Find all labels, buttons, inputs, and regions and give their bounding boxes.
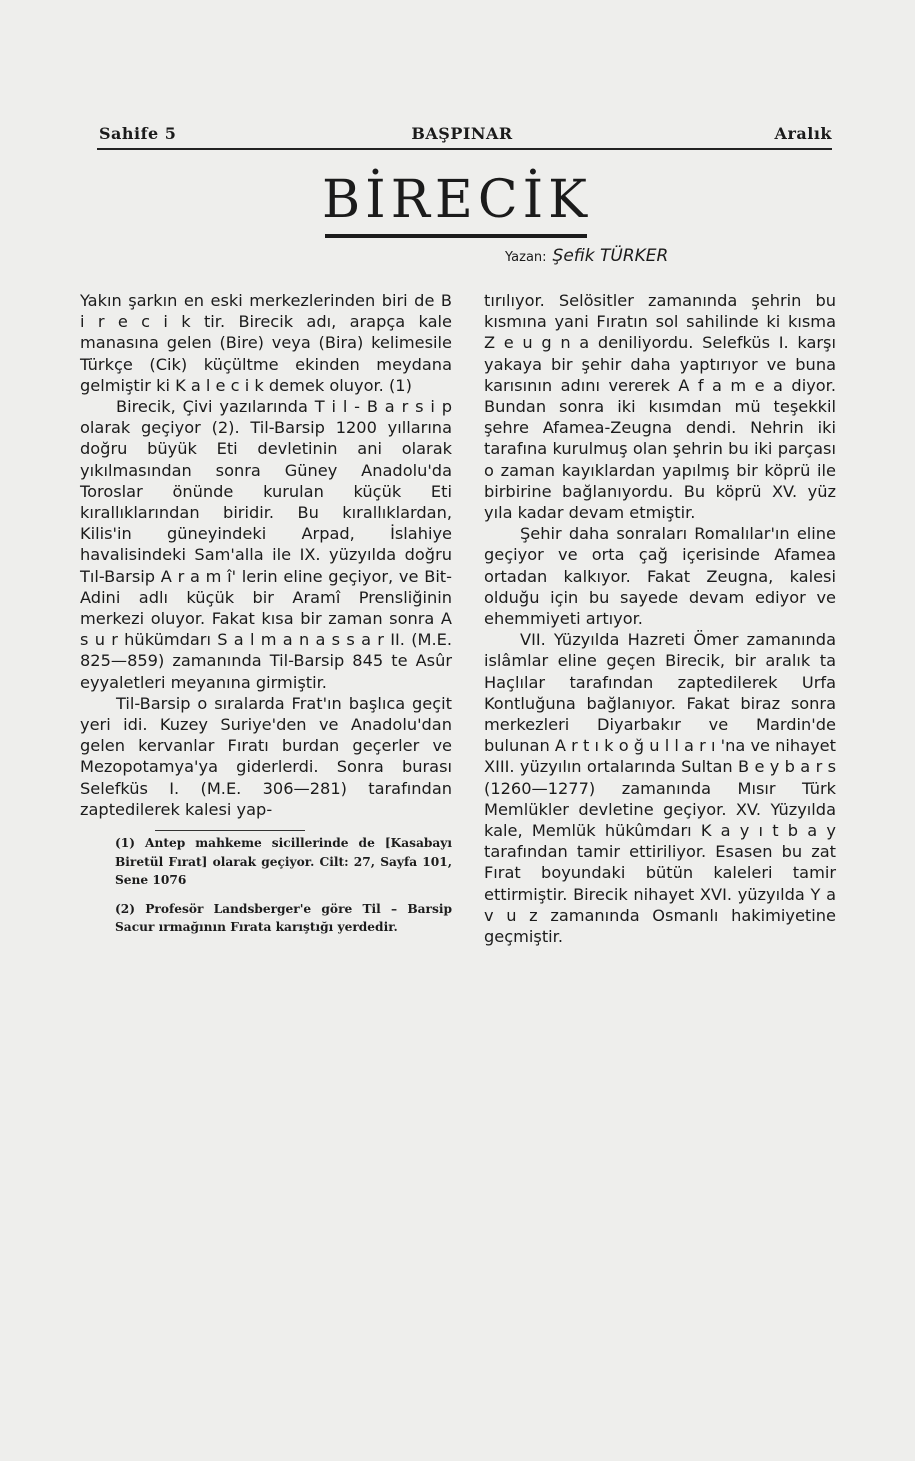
- footnote: (2) Profesör Landsberger'e göre Til – Barsip Sacur ırmağının Fırata karıştığı yerdedir.: [115, 901, 452, 935]
- paragraph: Yakın şarkın en eski merkezlerinden biri de B i r e c i k tir. Birecik adı, arapça kale manasına gelen (Bire) veya (Bira) kelimesile Türkçe (Cik) küçültme ekinden meydana gelmiştir ki K a l e c i k demek oluyor. (1): [80, 291, 452, 395]
- article-title: BİRECİK: [321, 170, 593, 230]
- page-header: [97, 124, 832, 150]
- left-column: [80, 290, 452, 947]
- paragraph: Birecik, Çivi yazılarında T i l - B a r s i p olarak geçiyor (2). Til-Barsip 1200 yıllarına doğru büyük Eti devletinin ani olarak yıkılmasından sonra Güney Anadolu'da Toroslar önünde kurulan küçük Eti kırallıklarından biridir. Bu kırallıklardan, Kilis'in güneyindeki Arpad, İslahiye havalisindeki Sam'alla ile IX. yüzyılda doğru Tıl-Barsip A r a m î' lerin eline geçiyor, ve Bit-Adini adlı küçük bir Aramî Prensliğinin merkezi oluyor. Fakat kısa bir zaman sonra A s u r hükümdarı S a l m a n a s s a r II. (M.E. 825—859) zamanında Til-Barsip 845 te Asûr eyyaletleri meyanına girmiştir.: [80, 397, 452, 692]
- paragraph: Til-Barsip o sıralarda Frat'ın başlıca geçit yeri idi. Kuzey Suriye'den ve Anadolu'dan gelen kervanlar Fıratı burdan geçerler ve Mezopotamya'ya giderlerdi. Sonra burası Selefküs I. (M.E. 306—281) tarafından zaptedilerek kalesi yap-: [80, 693, 452, 819]
- footnote: (1) Antep mahkeme sicillerinde de [Kasabayı Biretül Fırat] olarak geçiyor. Cilt: 27, Sayfa 101, Sene 1076: [115, 836, 452, 888]
- publication-name: BAŞPINAR: [411, 124, 513, 143]
- byline: [505, 245, 668, 269]
- byline-prefix: Yazan:: [505, 250, 547, 265]
- issue-month: Aralık: [774, 124, 832, 143]
- paragraph: VII. Yüzyılda Hazreti Ömer zamanında islâmlar eline geçen Birecik, bir aralık ta Haçlılar tarafından zaptedilerek Urfa Kontluğuna bağlanıyor. Fakat biraz sonra merkezleri Diyarbakır ve Mardin'de bulunan A r t ı k o ğ u l l a r ı 'na ve nihayet XIII. yüzyılın ortalarında Sultan B e y b a r s (1260—1277) zamanında Mısır Türk Memlükler devletine geçiyor. XV. Yüzyılda kale, Memlük hükûmdarı K a y ı t b a y tarafından tamir ettiriliyor. Esasen bu zat Fırat boyundaki bütün kaleleri tamir ettirmiştir. Birecik nihayet XVI. yüzyılda Y a v u z zamanında Osmanlı hakimiyetine geçmiştir.: [484, 630, 836, 947]
- footnotes: [80, 830, 452, 937]
- footnote-divider: [155, 830, 305, 831]
- right-column: [484, 290, 836, 947]
- page-number: Sahife 5: [99, 124, 177, 143]
- title-underline: [325, 234, 587, 238]
- paragraph: Şehir daha sonraları Romalılar'ın eline geçiyor ve orta çağ içerisinde Afamea ortadan kalkıyor. Fakat Zeugna, kalesi olduğu için bu sayede devam ediyor ve ehemmiyeti artıyor.: [484, 524, 836, 629]
- paragraph: tırılıyor. Selösitler zamanında şehrin bu kısmına yani Fıratın sol sahilinde ki kısma Z e u g n a deniliyordu. Selefküs I. karşı yakaya bir şehir daha yaptırıyor ve buna karısının adını vererek A f a m e a diyor. Bundan sonra iki kısımdan mü teşekkil şehre Afamea-Zeugna dendi. Nehrin iki tarafına kurulmuş olan şehrin bu iki parçası o zaman kayıklardan yapılmış bir köprü ile birbirine bağlanıyordu. Bu köprü XV. yüz yıla kadar devam etmiştir.: [484, 291, 836, 523]
- author-name: Şefik TÜRKER: [552, 246, 669, 266]
